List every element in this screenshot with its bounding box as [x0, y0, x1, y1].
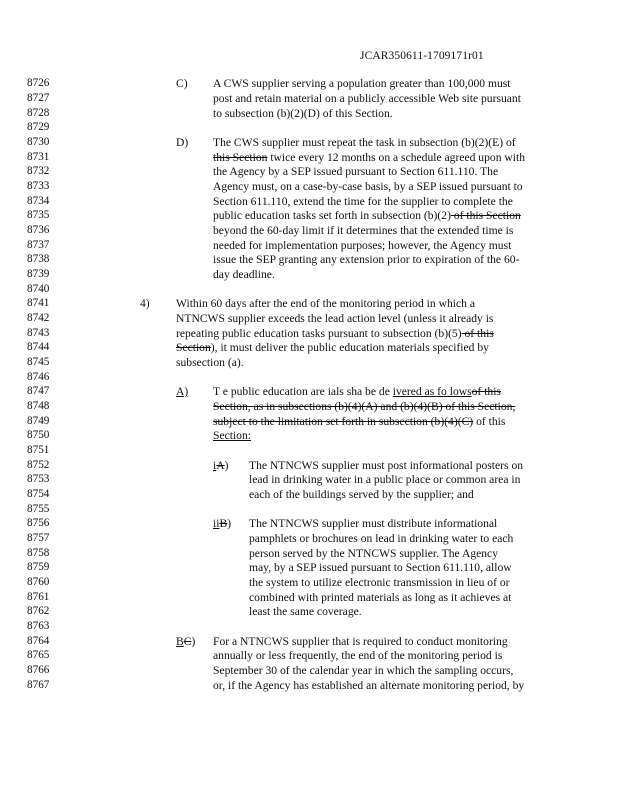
text-line: beyond the 60-day limit if it determines that the extended time is [213, 224, 514, 237]
document-id-header: JCAR350611-1709171r01 [360, 50, 484, 62]
text-line: lead in drinking water in a public place or common area in [249, 473, 521, 486]
line-number: 8729 [27, 121, 50, 133]
line-number: 8749 [27, 415, 50, 427]
item-marker [213, 517, 231, 530]
line-number: 8741 [27, 297, 50, 309]
line-number: 8743 [27, 327, 50, 339]
subsection-marker: D) [176, 136, 189, 149]
line-number: 8734 [27, 195, 50, 207]
inserted-text: Section: [213, 429, 251, 442]
text-line: each of the buildings served by the supplier; and [249, 488, 474, 501]
text-span: ), it must deliver the public education materials specified by [210, 341, 489, 354]
text-span: ) [224, 459, 229, 472]
struck-text: this Section [213, 151, 268, 164]
text-span: public education tasks set forth in subsection (b)(2) [213, 209, 451, 222]
text-span: ) [227, 517, 232, 530]
struck-text: Section, as in subsections (b)(4)(A) and (b)(4)(B) of this Section, [213, 400, 516, 413]
line-number: 8737 [27, 239, 50, 251]
text-line: subsection (a). [176, 356, 244, 369]
line-number: 8727 [27, 92, 50, 104]
line-number: 8732 [27, 165, 50, 177]
text-span: twice every 12 months on a schedule agreed upon with [267, 151, 526, 164]
text-line: Section 611.110, extend the time for the supplier to complete the [213, 195, 513, 208]
item-marker [213, 459, 228, 472]
line-number: 8747 [27, 385, 50, 397]
line-number: 8758 [27, 547, 50, 559]
line-number: 8755 [27, 503, 50, 515]
text-line: The NTNCWS supplier must distribute informational [249, 517, 498, 530]
paragraph-marker: 4) [140, 297, 150, 310]
line-number: 8766 [27, 664, 50, 676]
line-number: 8764 [27, 635, 50, 647]
text-line: issue the SEP granting any extension prior to expiration of the 60- [213, 253, 520, 266]
subsection-marker: C) [176, 77, 188, 90]
line-number: 8754 [27, 488, 50, 500]
text-span: T e public education are ials sha be de [213, 385, 393, 398]
text-line: NTNCWS supplier exceeds the lead action level (unless it already is [176, 312, 494, 325]
text-line: annually or less frequently, the end of the monitoring period is [213, 649, 503, 662]
text-line: Within 60 days after the end of the monitoring period in which a [176, 297, 475, 310]
text-line: the Agency by a SEP issued pursuant to Section 611.110. The [213, 165, 499, 178]
text-line: For a NTNCWS supplier that is required to conduct monitoring [213, 635, 508, 648]
text-line: A CWS supplier serving a population greater than 100,000 must [213, 77, 511, 90]
text-line: person served by the NTNCWS supplier. The Agency [249, 547, 499, 560]
line-number: 8745 [27, 356, 50, 368]
struck-text: Section [176, 341, 211, 354]
text-span: ) [191, 635, 196, 648]
text-line [213, 415, 505, 428]
line-number: 8746 [27, 371, 50, 383]
line-number: 8750 [27, 429, 50, 441]
line-number: 8751 [27, 444, 50, 456]
text-line: the system to utilize electronic transmission in lieu of or [249, 576, 510, 589]
inserted-text: ivered as fo lows [392, 385, 472, 398]
struck-text: C [183, 635, 192, 648]
text-line: to subsection (b)(2)(D) of this Section. [213, 107, 393, 120]
struck-text: of this Section [450, 209, 521, 222]
line-number: 8730 [27, 136, 50, 148]
line-number: 8738 [27, 253, 50, 265]
text-line: day deadline. [213, 268, 275, 281]
text-line: post and retain material on a publicly accessible Web site pursuant [213, 92, 521, 105]
text-line [213, 429, 251, 442]
text-line: needed for implementation purposes; however, the Agency must [213, 239, 512, 252]
text-line: may, by a SEP issued pursuant to Section 611.110, allow [249, 561, 512, 574]
line-number: 8767 [27, 679, 50, 691]
struck-text: B [219, 517, 228, 530]
text-line [213, 151, 525, 164]
text-line: combined with printed materials as long as it achieves at [249, 591, 512, 604]
line-number: 8761 [27, 591, 50, 603]
line-number: 8744 [27, 341, 50, 353]
line-number: 8742 [27, 312, 50, 324]
text-span: repeating public education tasks pursuant to subsection (b)(5) [176, 327, 462, 340]
struck-text: of this [461, 327, 494, 340]
text-line [176, 327, 494, 340]
line-number: 8731 [27, 151, 50, 163]
struck-text: A [216, 459, 225, 472]
subsection-marker: A) [176, 385, 189, 398]
line-number: 8763 [27, 620, 50, 632]
line-number: 8739 [27, 268, 50, 280]
text-line: least the same coverage. [249, 605, 362, 618]
line-number: 8759 [27, 561, 50, 573]
line-number: 8752 [27, 459, 50, 471]
line-number: 8760 [27, 576, 50, 588]
text-line [213, 209, 521, 222]
text-line: or, if the Agency has established an alternate monitoring period, by [213, 679, 525, 692]
text-line: September 30 of the calendar year in which the sampling occurs, [213, 664, 514, 677]
line-number: 8736 [27, 224, 50, 236]
line-number: 8726 [27, 77, 50, 89]
line-number: 8756 [27, 517, 50, 529]
subsection-marker [176, 635, 195, 648]
line-number: 8740 [27, 283, 50, 295]
line-number: 8762 [27, 605, 50, 617]
inserted-text: i [213, 459, 217, 472]
text-line: Agency must, on a case-by-case basis, by a SEP issued pursuant to [213, 180, 523, 193]
text-line: pamphlets or brochures on lead in drinking water to each [249, 532, 514, 545]
line-number: 8748 [27, 400, 50, 412]
text-line: The NTNCWS supplier must post informational posters on [249, 459, 524, 472]
line-number: 8733 [27, 180, 50, 192]
inserted-text: ii [213, 517, 220, 530]
text-line [176, 341, 489, 354]
text-line: The CWS supplier must repeat the task in subsection (b)(2)(E) of [213, 136, 516, 149]
line-number: 8765 [27, 649, 50, 661]
text-line [213, 385, 501, 398]
line-number: 8735 [27, 209, 50, 221]
line-number: 8753 [27, 473, 50, 485]
struck-text: subject to the limitation set forth in subsection (b)(4)(C) [213, 415, 474, 428]
line-number: 8728 [27, 107, 50, 119]
inserted-text: B [176, 635, 184, 648]
line-number: 8757 [27, 532, 50, 544]
struck-text: of this [471, 385, 501, 398]
text-line [213, 400, 515, 413]
text-span: of this [473, 415, 506, 428]
